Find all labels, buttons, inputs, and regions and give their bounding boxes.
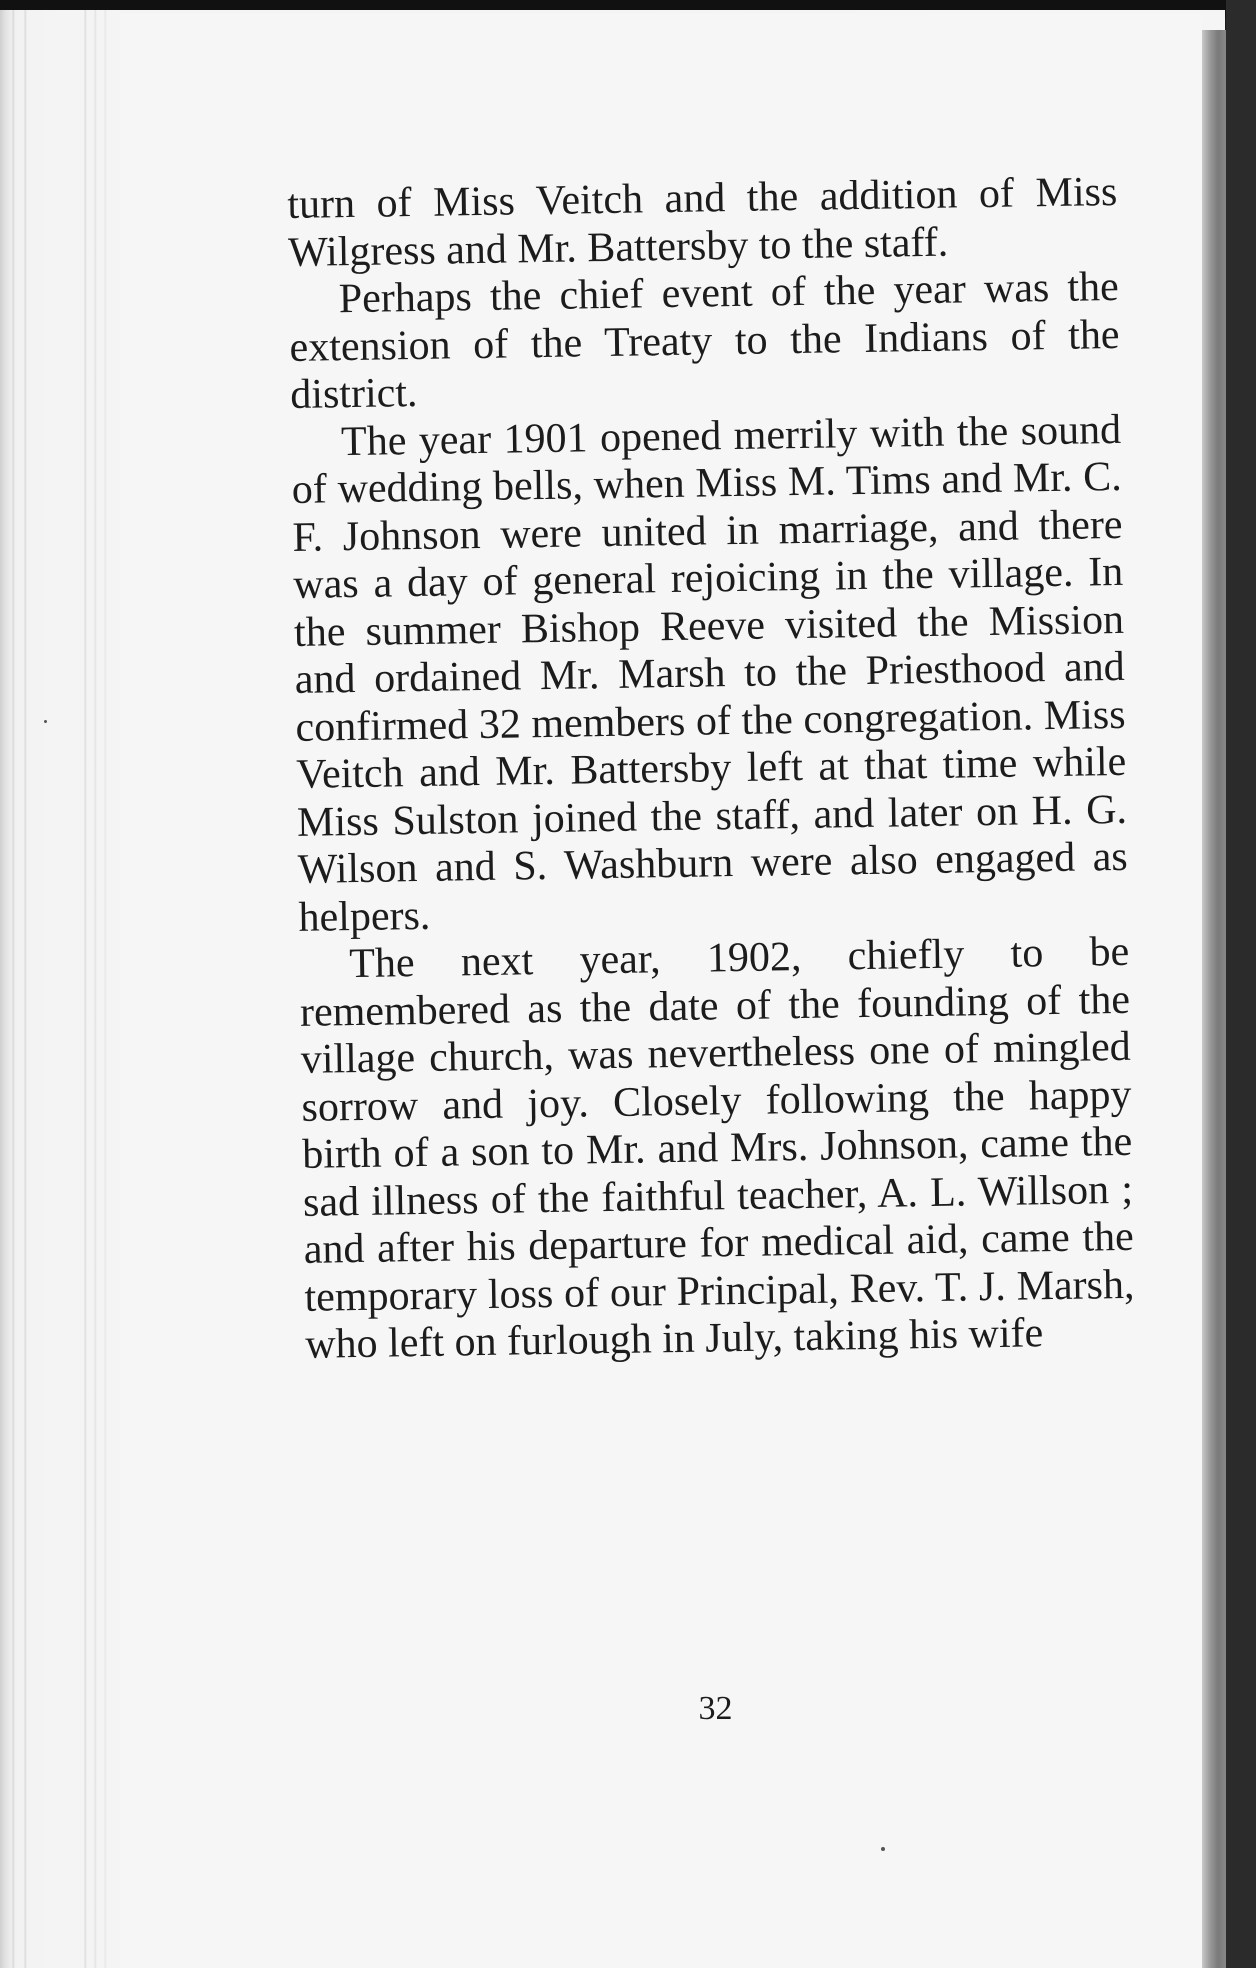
paragraph: The year 1901 opened merrily with the sound of wedding bells, when Miss M. Tims and Mr. C. F. Johnson were united in marriage, and there was a day of general rejoicing in the village. In the summer Bishop Reeve visited the Mission and ordained Mr. Marsh to the Priesthood and confirmed 32 members of the congregation. Miss Veitch and Mr. Battersby left at that time while Miss Sulston joined the staff, and later on H. G. Wilson and S. Washburn were also engaged as helpers. [291, 406, 1129, 941]
paragraph: Perhaps the chief event of the year was the extension of the Treaty to the Indians of the district. [289, 263, 1120, 418]
dust-speck [44, 720, 47, 723]
page-stack-lines [0, 10, 120, 1968]
body-text [287, 169, 1136, 1369]
gutter-shadow [1202, 30, 1226, 1968]
paragraph: The next year, 1902, chiefly to be remembered as the date of the founding of the village church, was nevertheless one of mingled sorrow and joy. Closely following the happy birth of a son to Mr. and Mrs. Johnson, came the sad illness of the faithful teacher, A. L. Willson ; and after his departure for medical aid, came the temporary loss of our Principal, Rev. T. J. Marsh, who left on furlough in July, taking his wife [299, 928, 1135, 1368]
dust-speck [881, 1847, 885, 1851]
scan-right-edge [1226, 0, 1256, 1968]
paragraph: turn of Miss Veitch and the addition of Miss Wilgress and Mr. Battersby to the staff. [287, 168, 1118, 276]
page-number: 32 [698, 1690, 733, 1727]
